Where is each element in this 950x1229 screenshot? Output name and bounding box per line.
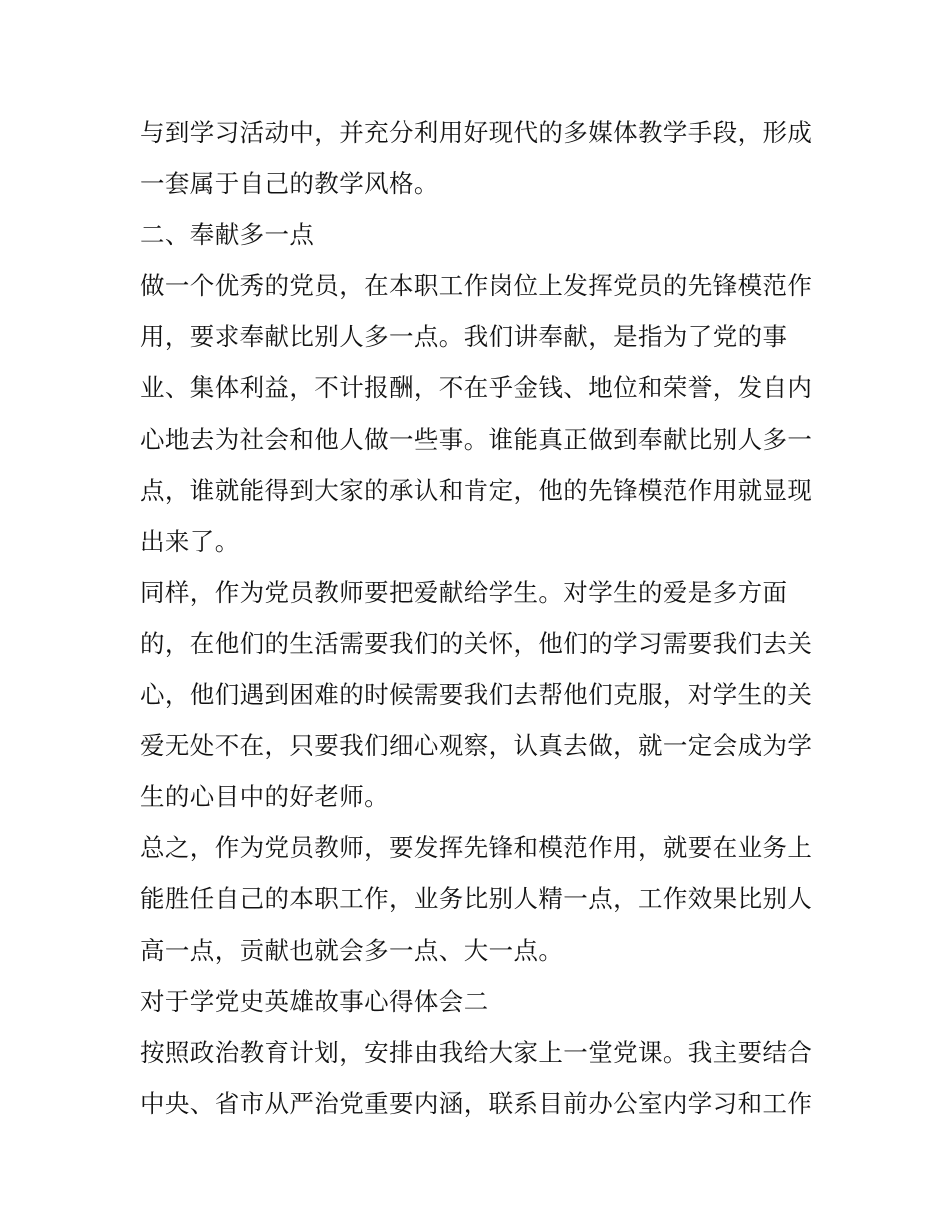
text-line: 能胜任自己的本职工作，业务比别人精一点，工作效果比别人 — [140, 884, 813, 914]
text-line: 点，谁就能得到大家的承认和肯定，他的先锋模范作用就显现 — [140, 475, 813, 505]
document-body — [140, 107, 820, 1129]
text-line: 爱无处不在，只要我们细心观察，认真去做，就一定会成为学 — [140, 731, 813, 761]
text-line: 同样，作为党员教师要把爱献给学生。对学生的爱是多方面 — [140, 577, 788, 607]
text-line: 一套属于自己的教学风格。 — [140, 169, 439, 199]
section-title: 对于学党史英雄故事心得体会二 — [140, 986, 489, 1016]
text-line: 心，他们遇到困难的时候需要我们去帮他们克服，对学生的关 — [140, 680, 813, 710]
text-line: 出来了。 — [140, 526, 240, 556]
text-line: 总之，作为党员教师，要发挥先锋和模范作用，就要在业务上 — [140, 833, 813, 863]
text-line: 做一个优秀的党员，在本职工作岗位上发挥党员的先锋模范作 — [140, 271, 813, 301]
text-line: 业、集体利益，不计报酬，不在乎金钱、地位和荣誉，发自内 — [140, 373, 813, 403]
text-line: 生的心目中的好老师。 — [140, 782, 389, 812]
text-line: 中央、省市从严治党重要内涵，联系目前办公室内学习和工作 — [140, 1088, 813, 1118]
text-line: 用，要求奉献比别人多一点。我们讲奉献，是指为了党的事 — [140, 322, 788, 352]
text-line: 心地去为社会和他人做一些事。谁能真正做到奉献比别人多一 — [140, 424, 813, 454]
text-line: 高一点，贡献也就会多一点、大一点。 — [140, 935, 564, 965]
section-heading: 二、奉献多一点 — [140, 220, 315, 250]
text-line: 的，在他们的生活需要我们的关怀，他们的学习需要我们去关 — [140, 628, 813, 658]
text-line: 与到学习活动中，并充分利用好现代的多媒体教学手段，形成 — [140, 118, 813, 147]
text-line: 按照政治教育计划，安排由我给大家上一堂党课。我主要结合 — [140, 1037, 813, 1067]
